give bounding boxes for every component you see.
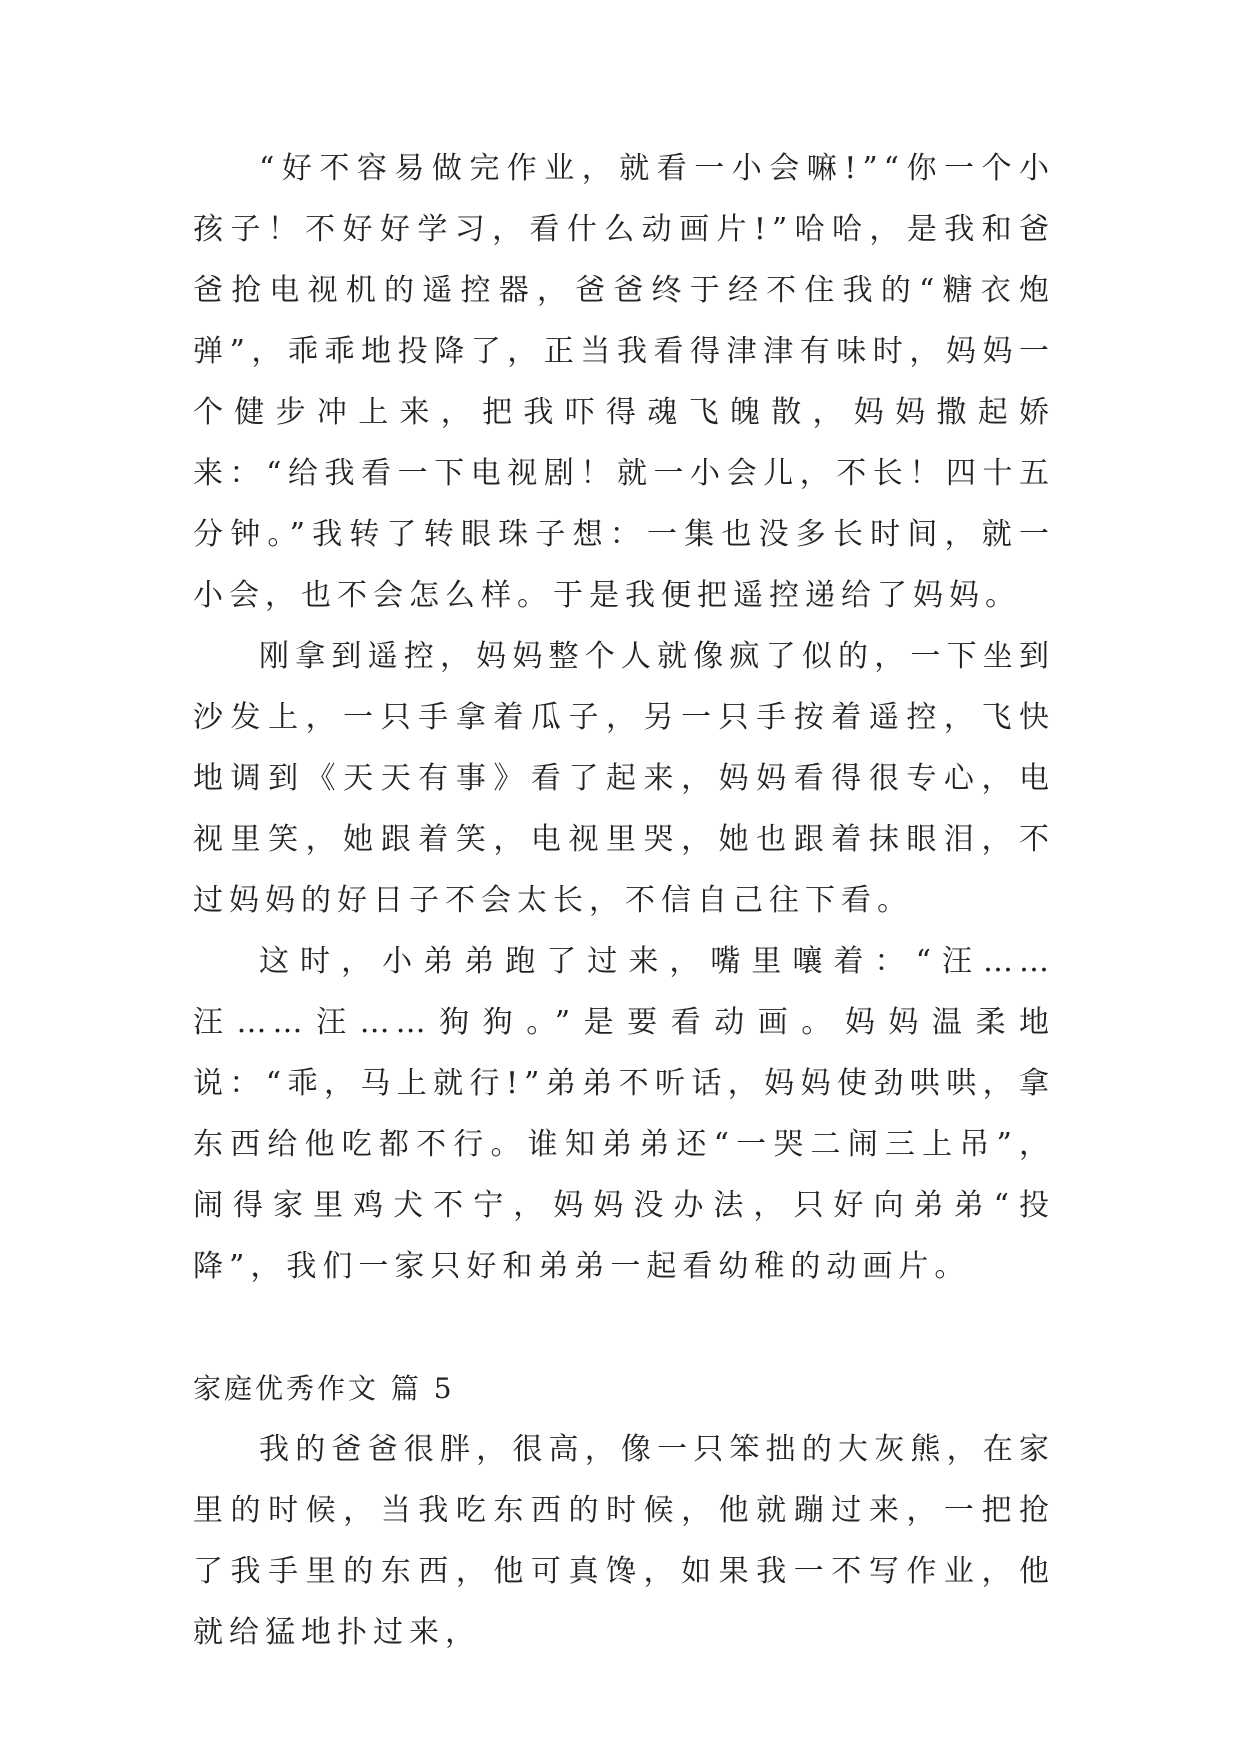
paragraph-remote-control: “好不容易做完作业，就看一小会嘛!”“你一个小孩子！不好好学习，看什么动画片!”哈哈，是我和爸爸抢电视机的遥控器，爸爸终于经不住我的“糖衣炮弹”，乖乖地投降了，正当我看得津津有味时，妈妈一个健步冲上来，把我吓得魂飞魄散，妈妈撒起娇来：“给我看一下电视剧！就一小会儿，不长！四十五分钟。”我转了转眼珠子想：一集也没多长时间，就一小会，也不会怎么样。于是我便把遥控递给了妈妈。	[193, 151, 1055, 613]
section-heading: 家庭优秀作文 篇 5	[193, 1372, 455, 1405]
document-body	[193, 138, 1055, 1663]
paragraph-mom-watching: 刚拿到遥控，妈妈整个人就像疯了似的，一下坐到沙发上，一只手拿着瓜子，另一只手按着遥控，飞快地调到《天天有事》看了起来，妈妈看得很专心，电视里笑，她跟着笑，电视里哭，她也跟着抹眼泪，不过妈妈的好日子不会太长，不信自己往下看。	[193, 639, 1055, 918]
paragraph-dad: 我的爸爸很胖，很高，像一只笨拙的大灰熊，在家里的时候，当我吃东西的时候，他就蹦过来，一把抢了我手里的东西，他可真馋，如果我一不写作业，他就给猛地扑过来，	[193, 1432, 1055, 1650]
paragraph-little-brother: 这时，小弟弟跑了过来，嘴里嚷着：“汪……汪……汪……狗狗。”是要看动画。妈妈温柔地说：“乖，马上就行!”弟弟不听话，妈妈使劲哄哄，拿东西给他吃都不行。谁知弟弟还“一哭二闹三上吊”，闹得家里鸡犬不宁，妈妈没办法，只好向弟弟“投降”，我们一家只好和弟弟一起看幼稚的动画片。	[193, 944, 1055, 1284]
